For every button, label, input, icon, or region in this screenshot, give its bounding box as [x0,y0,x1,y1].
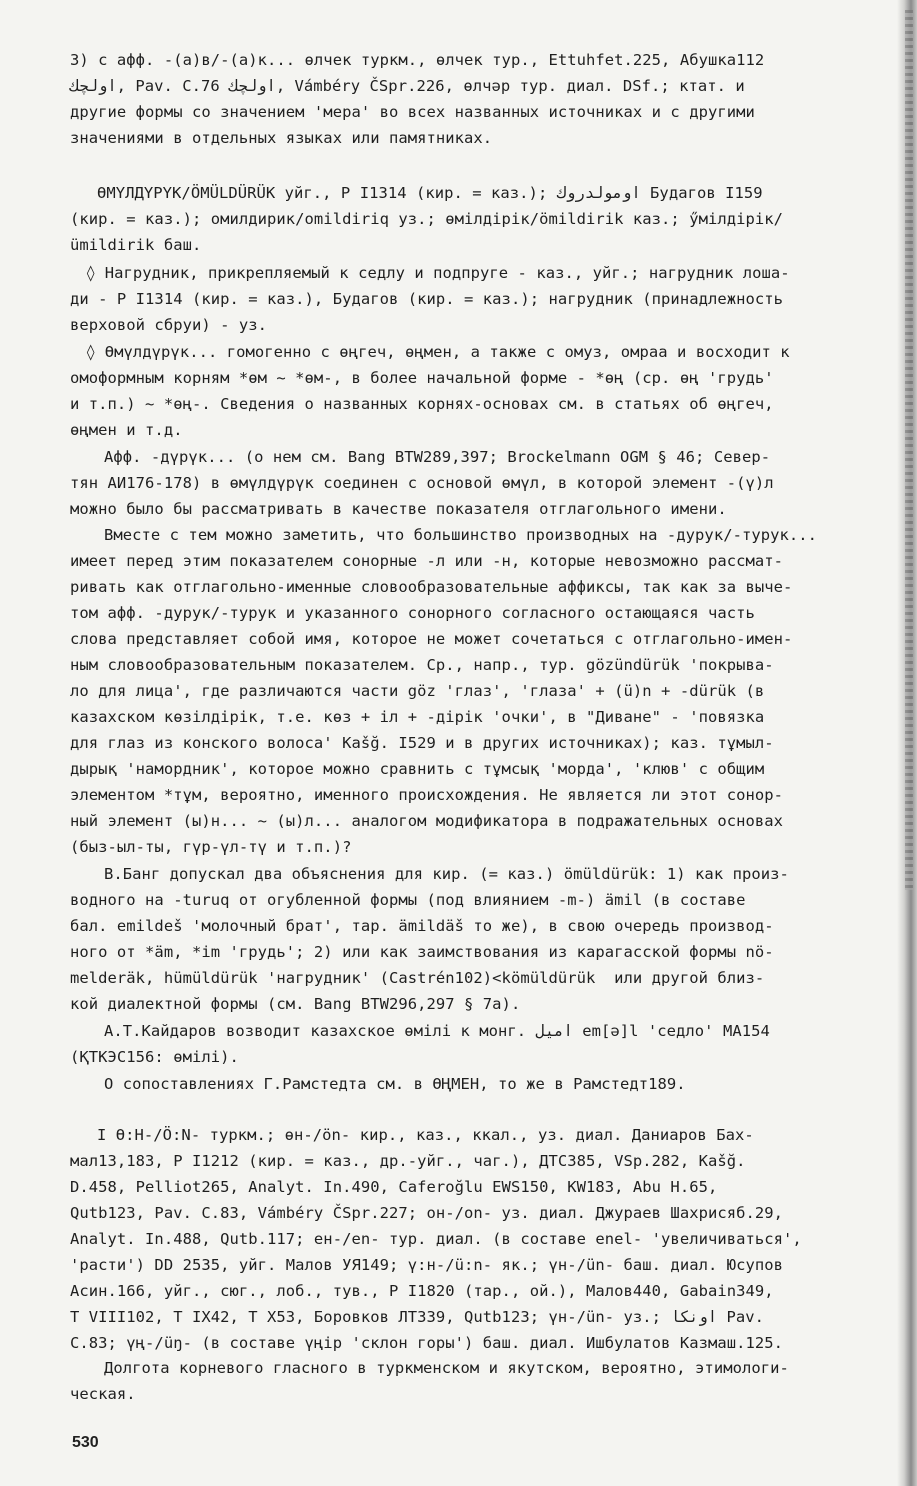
text-line: D.458, Pelliot265, Analyt. In.490, Caferoğlu EWS150, KW183, Abu H.65, [70,1178,718,1196]
text-line: Qutb123, Pav. C.83, Vámbéry ČSpr.227; он-/on- уз. диал. Джураев Шахрисяб.29, [70,1204,784,1222]
text-line: Долгота корневого гласного в туркменском и якутском, вероятно, этимологи- [104,1359,789,1377]
text-line: казахском көзілдірік, т.е. көз + іл + -дірік 'очки', в "Диване" - 'повязка [70,708,765,726]
text-line: для глаз из конского волоса' Kašğ. I529 и в других источниках); каз. тұмыл- [70,734,774,752]
text-line: ümildirik баш. [70,236,202,254]
text-line: (ҚТКЭС156: өмілі). [70,1048,239,1066]
text-line: melderäk, hümüldürük 'нагрудник' (Castrén102)<kömüldürük или другой близ- [70,969,765,987]
text-line: А.Т.Кайдаров возводит казахское өмілі к монг. اميل em[ə]l 'седло' МА154 [104,1022,770,1040]
text-line: 3) с афф. -(а)в/-(а)к... өлчек туркм., өлчек тур., Ettuhfet.225, Абушка112 [70,51,765,69]
text-line: өңмен и т.д. [70,421,183,439]
text-line: тян АИ176-178) в өмүлдүрүк соединен с основой өмүл, в которой элемент -(ү)л [70,474,774,492]
text-line: ческая. [70,1385,136,1403]
text-line: Т VIII102, Т IX42, Т X53, Боровков ЛТ339, Qutb123; үн-/ün- уз.; اونكا Pav. [70,1308,764,1326]
text-line: ривать как отглагольно-именные словообразовательные аффиксы, так как за выче- [70,578,793,596]
text-line: ло для лица', где различаются части göz 'глаз', 'глаза' + (ü)n + -dürük (в [70,682,765,700]
text-line: омоформным корням *өм ~ *өм-, в более начальной форме - *өң (ср. өң 'грудь' [70,369,774,387]
text-line: C.83; үң-/üŋ- (в составе үңір 'склон горы') баш. диал. Ишбулатов Казмаш.125. [70,1334,784,1352]
text-line: бал. emildeš 'молочный брат', тар. ämildäš то же), в свою очередь производ- [70,917,774,935]
text-line: (быз-ыл-ты, гүр-үл-тү и т.п.)? [70,838,352,856]
text-line: Асин.166, уйг., сюг., лоб., тув., Р I1820 (тар., ой.), Малов440, Gabain349, [70,1282,774,1300]
text-line: ◊ Өмүлдүрүк... гомогенно с өңгеч, өңмен, а также с омуз, омраа и восходит к [86,343,790,361]
text-line: элементом *тұм, вероятно, именного происхождения. Не является ли этот сонор- [70,786,784,804]
text-line: Analyt. In.488, Qutb.117; ен-/en- тур. диал. (в составе enel- 'увеличиваться', [70,1230,802,1248]
page-number: 530 [72,1434,99,1451]
text-line: ди - Р I1314 (кир. = каз.), Будагов (кир. = каз.); нагрудник (принадлежность [70,290,784,308]
text-line: 'расти') DD 2535, уйг. Малов УЯ149; ү:н-/ü:n- як.; үн-/ün- баш. диал. Юсупов [70,1256,784,1274]
text-line: верховой сбруи) - уз. [70,316,268,334]
text-line: имеет перед этим показателем сонорные -л или -н, которые невозможно рассмат- [70,552,784,570]
text-line: ◊ Нагрудник, прикрепляемый к седлу и подпруге - каз., уйг.; нагрудник лоша- [86,264,790,282]
text-line: В.Банг допускал два объяснения для кир. (= каз.) ömüldürük: 1) как произ- [104,865,789,883]
text-line: том афф. -дурук/-турук и указанного сонорного согласного остающаяся часть [70,604,755,622]
text-line: Афф. -дүрүк... (о нем см. Bang BTW289,397; Brockelmann OGM § 46; Север- [104,448,771,466]
text-line: ный элемент (ы)н... ~ (ы)л... аналогом модификатора в подражательных основах [70,812,784,830]
text-line: (кир. = каз.); омилдирик/omildiriq уз.; өмілдірік/ömildirik каз.; ӳмілдірік/ [70,210,784,228]
text-line: кой диалектной формы (см. Bang BTW296,297 § 7а). [70,995,521,1013]
text-line: водного на -turuq от огубленной формы (под влиянием -m-) ämil (в составе [70,891,746,909]
text-line: ным словообразовательным показателем. Ср., напр., тур. gözündürük 'покрыва- [70,656,774,674]
text-line: другие формы со значением 'мера' во всех названных источниках и с другими [70,103,755,121]
text-line: дырық 'намордник', которое можно сравнить с тұмсық 'морда', 'клюв' с общим [70,760,765,778]
text-line: ӨМҮЛДҮРҮК/ÖMÜLDÜRÜK уйг., Р I1314 (кир. = каз.); اومولدروك Будагов I159 [97,184,763,202]
text-line: слова представляет собой имя, которое не может сочетаться с отглагольно-имен- [70,630,793,648]
text-line: значениями в отдельных языках или памятниках. [70,129,493,147]
text-line: Вместе с тем можно заметить, что большинство производных на -дурук/-турук... [104,526,818,544]
text-line: можно было бы рассматривать в качестве показателя отглагольного имени. [70,500,727,518]
text-line: и т.п.) ~ *өң-. Сведения о названных корнях-основах см. в статьях об өңгеч, [70,395,774,413]
text-line: О сопоставлениях Г.Рамстедта см. в ӨҢМЕН, то же в Рамстедт189. [104,1075,686,1093]
text-line: ного от *äm, *im 'грудь'; 2) или как заимствования из карагасской формы nö- [70,943,774,961]
text-line: I Ө:Н-/Ö:N- туркм.; өн-/ön- кир., каз., ккал., уз. диал. Даниаров Бах- [97,1126,754,1144]
scan-shadow-texture [905,10,913,890]
text-line: мал13,183, Р I1212 (кир. = каз., др.-уйг., чаг.), ДТС385, VSp.282, Kašğ. [70,1152,746,1170]
text-line: اولچك, Pav. C.76 اولچك, Vámbéry ČSpr.226, өлчәр тур. диал. DSf.; ктат. и [70,77,745,95]
